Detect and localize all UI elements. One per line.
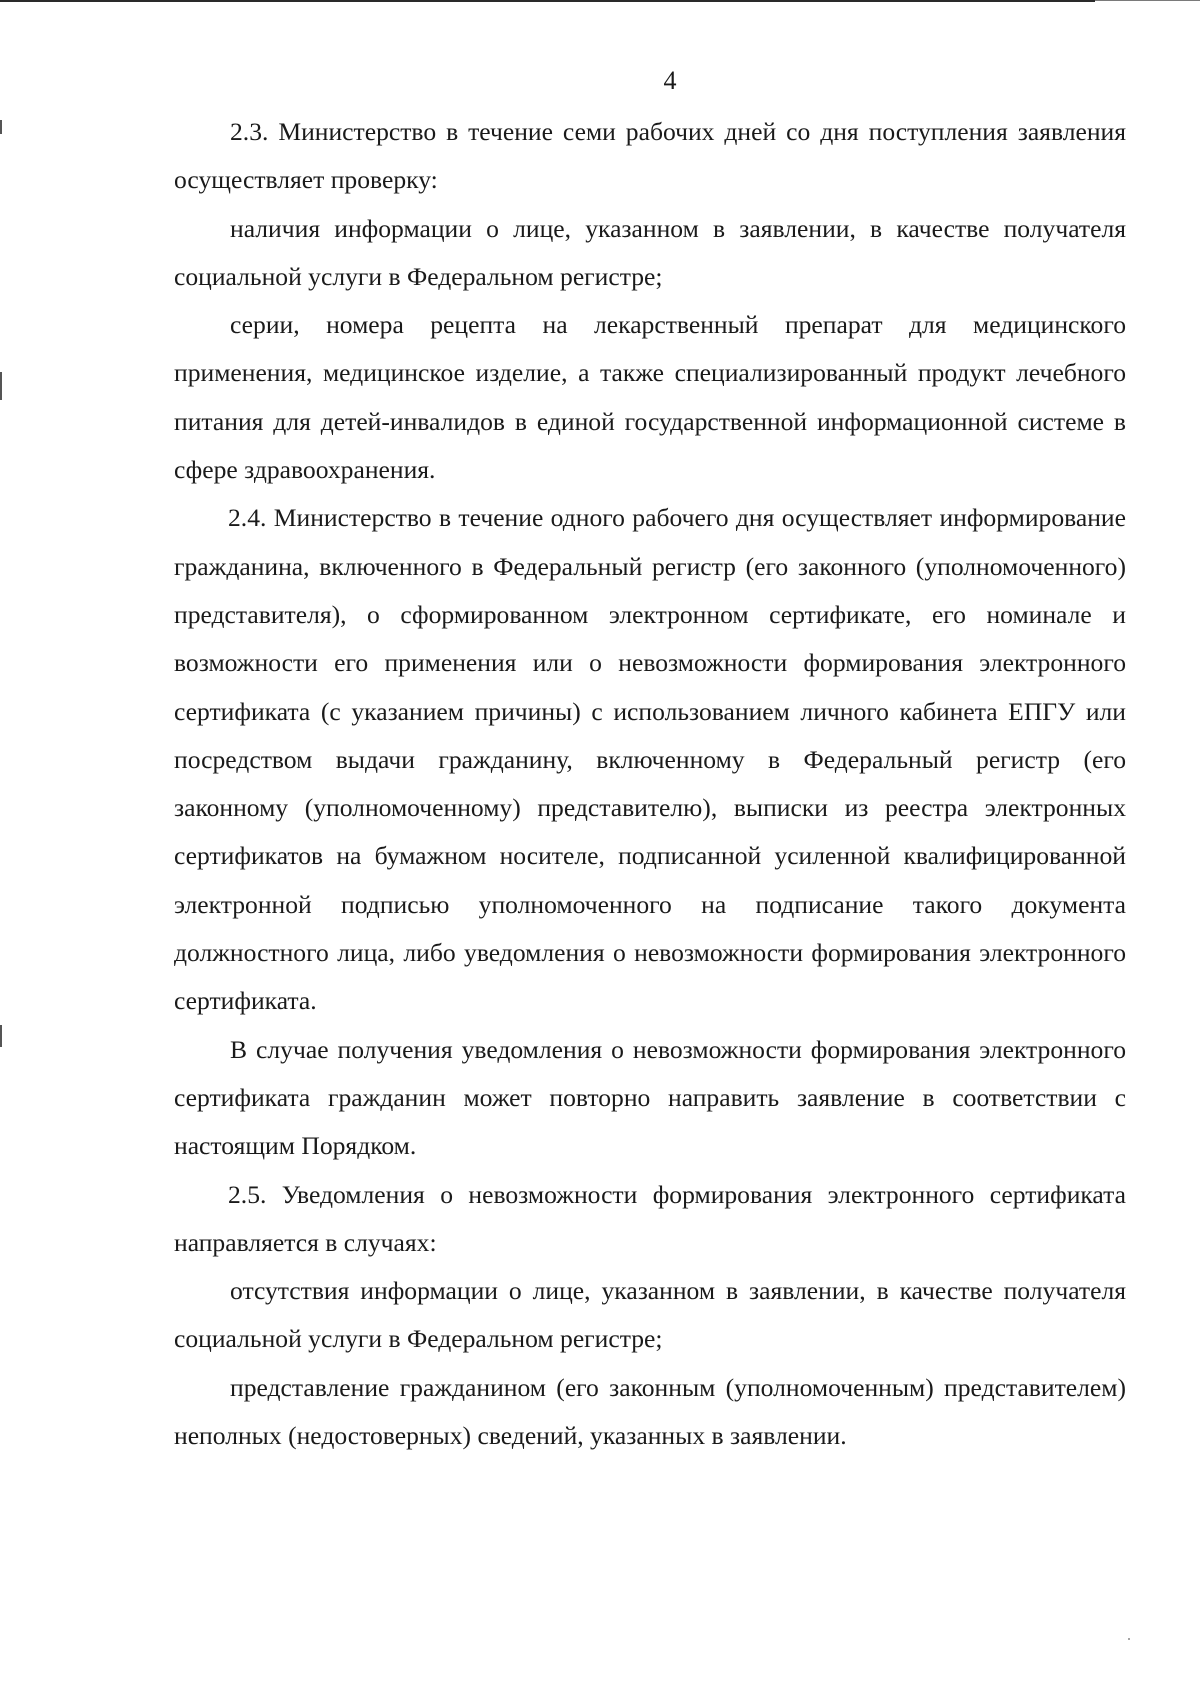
paragraph-check-info: наличия информации о лице, указанном в заявлении, в качестве получателя социальной услуги в Федеральном регистре;	[174, 213, 1126, 291]
paragraph-2-4: 2.4. Министерство в течение одного рабочего дня осуществляет информирование гражданина, включенного в Федеральный регистр (его законного (уполномоченного) представителя), о сформированном электронном сертификате, его номинале и возможности его применения или о невозможности формирования электронного сертификата (с указанием причины) с использованием личного кабинета ЕПГУ или посредством выдачи гражданину, включенному в Федеральный регистр (его законному (уполномоченному) представителю), выписки из реестра электронных сертификатов на бумажном носителе, подписанной усиленной квалифицированной электронной подписью уполномоченного на подписание такого документа должностного лица, либо уведомления о невозможности формирования электронного сертификата.	[174, 503, 1126, 1016]
scan-top-edge	[0, 0, 1095, 2]
paragraph-refusal-notice: В случае получения уведомления о невозможности формирования электронного сертификата гражданин может повторно направить заявление в соответствии с настоящим Порядком.	[174, 1034, 1126, 1161]
scan-left-mark	[0, 1025, 2, 1047]
paragraph-case-incomplete: представление гражданином (его законным (уполномоченным) представителем) неполных (недостоверных) сведений, указанных в заявлении.	[174, 1372, 1126, 1451]
paragraph-case-no-info: отсутствия информации о лице, указанном в заявлении, в качестве получателя социальной услуги в Федеральном регистре;	[174, 1276, 1126, 1354]
scan-speck	[1128, 1638, 1130, 1640]
scan-left-mark	[0, 372, 2, 400]
paragraph-check-prescription: серии, номера рецепта на лекарственный препарат для медицинского применения, медицинское изделие, а также специализированный продукт лечебного питания для детей-инвалидов в единой государственной информационной системе в сфере здравоохранения.	[174, 310, 1126, 485]
paragraph-2-3: 2.3. Министерство в течение семи рабочих дней со дня поступления заявления осуществляет проверку:	[174, 117, 1126, 195]
scan-top-edge-right	[1095, 0, 1200, 1]
page-number: 4	[663, 66, 677, 95]
document-body	[174, 108, 1126, 1460]
scan-left-mark	[0, 120, 2, 134]
paragraph-2-5: 2.5. Уведомления о невозможности формирования электронного сертификата направляется в случаях:	[174, 1179, 1126, 1257]
